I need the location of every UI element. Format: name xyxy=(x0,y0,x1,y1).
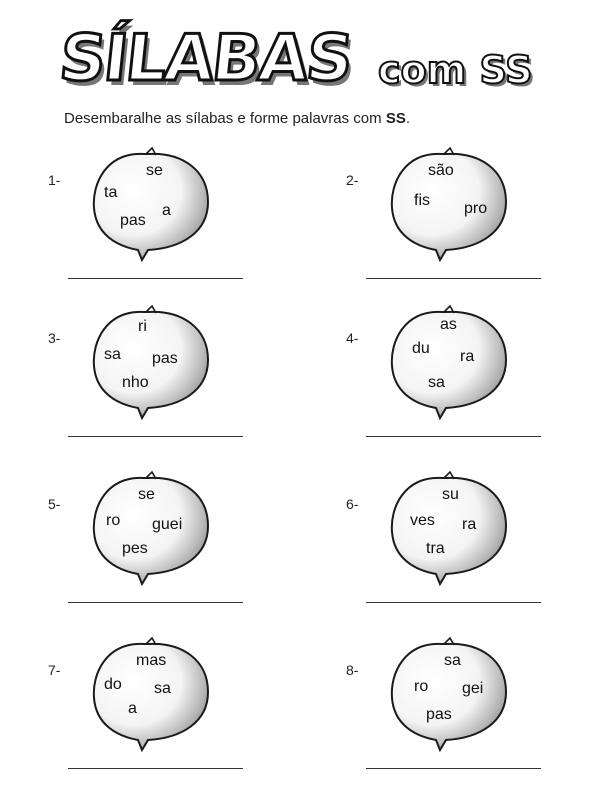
syllable: a xyxy=(128,700,137,717)
instruction-text: Desembaralhe as sílabas e forme palavras com xyxy=(64,110,386,127)
syllable: ta xyxy=(104,184,118,201)
syllable: pas xyxy=(120,212,146,229)
exercise-number: 6- xyxy=(346,496,359,512)
syllable: se xyxy=(138,486,155,503)
answer-line[interactable] xyxy=(68,278,243,279)
fruit-bubble-icon xyxy=(86,304,216,426)
answer-line[interactable] xyxy=(366,602,541,603)
answer-line[interactable] xyxy=(68,768,243,769)
syllable: mas xyxy=(136,652,167,669)
exercise-number: 5- xyxy=(48,496,61,512)
exercise-item xyxy=(346,146,586,296)
worksheet-title xyxy=(56,22,560,112)
syllable: sa xyxy=(154,680,171,697)
exercise-number: 2- xyxy=(346,172,359,188)
syllable: sa xyxy=(444,652,461,669)
exercise-item xyxy=(346,470,586,620)
instruction-end: . xyxy=(405,110,410,127)
syllable: ra xyxy=(460,348,475,365)
syllable: são xyxy=(428,162,454,179)
syllable: sa xyxy=(428,374,445,391)
instruction xyxy=(64,110,410,127)
syllable: nho xyxy=(122,374,149,391)
exercise-item xyxy=(48,470,288,620)
answer-line[interactable] xyxy=(366,436,541,437)
syllable: ri xyxy=(138,318,147,335)
exercise-item xyxy=(346,636,586,786)
syllable: gei xyxy=(462,680,484,697)
syllable: ro xyxy=(106,512,121,529)
syllable: ra xyxy=(462,516,477,533)
answer-line[interactable] xyxy=(68,436,243,437)
exercise-item xyxy=(48,636,288,786)
exercise-number: 4- xyxy=(346,330,359,346)
syllable: fis xyxy=(414,192,430,209)
answer-line[interactable] xyxy=(366,768,541,769)
syllable: su xyxy=(442,486,459,503)
syllable: se xyxy=(146,162,163,179)
syllable: as xyxy=(440,316,457,333)
answer-line[interactable] xyxy=(68,602,243,603)
syllable: tra xyxy=(426,540,445,557)
exercise-number: 8- xyxy=(346,662,359,678)
exercise-number: 1- xyxy=(48,172,61,188)
title-main: SÍLABAS xyxy=(56,22,355,96)
syllable: pas xyxy=(152,350,178,367)
instruction-bold: SS xyxy=(385,110,406,127)
syllable: do xyxy=(104,676,122,693)
syllable: pes xyxy=(122,540,148,557)
syllable: ro xyxy=(414,678,429,695)
exercise-number: 7- xyxy=(48,662,61,678)
exercise-item xyxy=(48,304,288,454)
answer-line[interactable] xyxy=(366,278,541,279)
syllable: ves xyxy=(410,512,435,529)
syllable: a xyxy=(162,202,171,219)
syllable: guei xyxy=(152,516,183,533)
syllable: pas xyxy=(426,706,452,723)
exercise-number: 3- xyxy=(48,330,61,346)
exercise-item xyxy=(48,146,288,296)
syllable: pro xyxy=(464,200,488,217)
syllable: du xyxy=(412,340,430,357)
title-sub: com SS xyxy=(378,48,533,92)
exercise-item xyxy=(346,304,586,454)
syllable: sa xyxy=(104,346,121,363)
